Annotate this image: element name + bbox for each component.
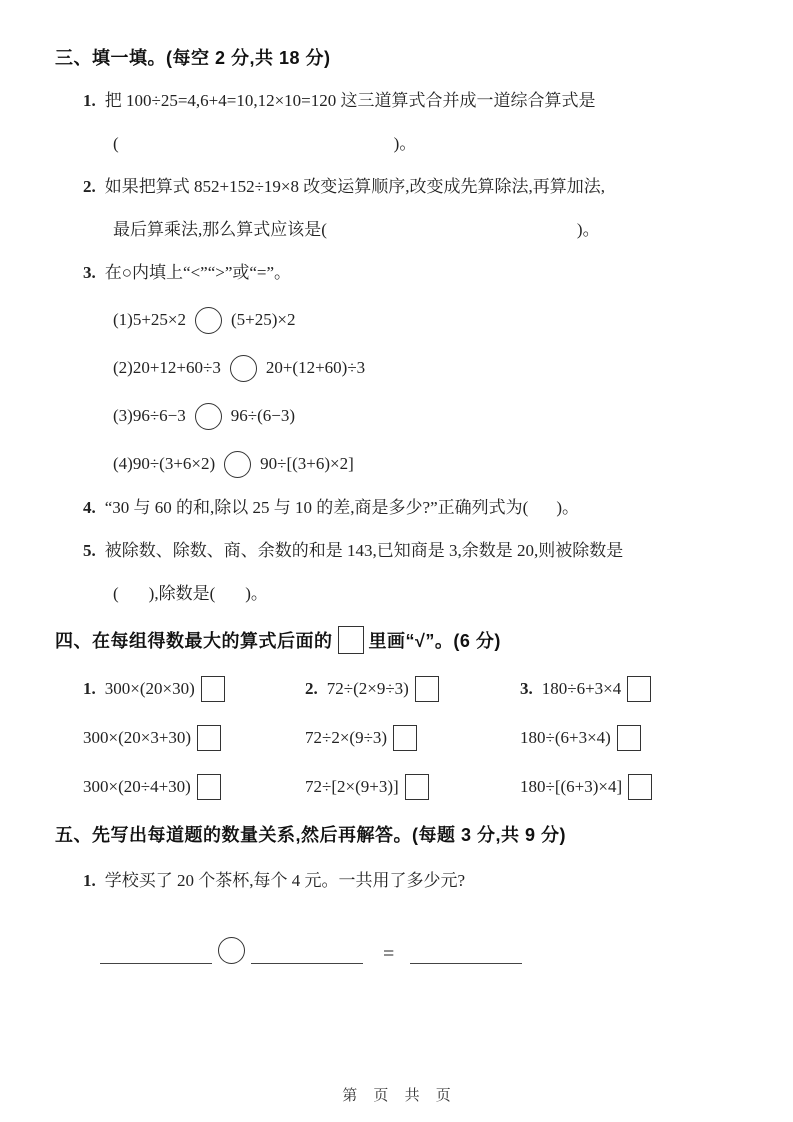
q4-expr: 300×(20÷4+30) bbox=[83, 776, 191, 796]
q3-1-answer-line bbox=[55, 133, 753, 157]
q3-4-paren-close: )。 bbox=[556, 498, 579, 518]
q3-3-sub1-right: (5+25)×2 bbox=[231, 309, 296, 329]
q3-5-paren2-close: )。 bbox=[245, 584, 268, 604]
answer-checkbox[interactable] bbox=[201, 676, 225, 702]
q3-2-paren-open: ( bbox=[321, 220, 327, 240]
q3-3-sub3 bbox=[55, 401, 753, 431]
q3-3-sub4-left: (4)90÷(3+6×2) bbox=[113, 453, 216, 473]
q3-5-number: 5. bbox=[83, 541, 96, 561]
q4-cell-1-2 bbox=[305, 676, 520, 702]
q4-group1-number: 1. bbox=[83, 678, 96, 698]
section-4-heading bbox=[55, 626, 753, 654]
q3-4-number: 4. bbox=[83, 498, 96, 518]
answer-blank[interactable] bbox=[327, 233, 577, 235]
operator-circle[interactable] bbox=[218, 937, 245, 964]
q4-row-3 bbox=[55, 774, 753, 800]
page-footer: 第 页 共 页 bbox=[342, 1086, 451, 1104]
answer-checkbox[interactable] bbox=[617, 725, 641, 751]
comparison-circle[interactable] bbox=[195, 403, 222, 430]
q4-expr: 180÷(6+3×4) bbox=[520, 727, 611, 747]
q3-5-text: 被除数、除数、商、余数的和是 143,已知商是 3,余数是 20,则被除数是 bbox=[104, 541, 624, 561]
q3-1-number: 1. bbox=[83, 91, 96, 111]
q3-2-text-line2 bbox=[55, 219, 753, 243]
q3-1-paren-close: )。 bbox=[393, 134, 417, 154]
q4-expr: 180÷6+3×4 bbox=[541, 678, 622, 698]
q4-cell-1-1 bbox=[83, 676, 305, 702]
q4-expr: 72÷2×(9÷3) bbox=[305, 727, 388, 747]
section-4-heading-before: 四、在每组得数最大的算式后面的 bbox=[55, 631, 333, 652]
q4-row-2 bbox=[55, 725, 753, 751]
q3-3-text: 在○内填上“<”“>”或“=”。 bbox=[104, 263, 292, 283]
q4-cell-3-1 bbox=[83, 774, 305, 800]
comparison-circle[interactable] bbox=[224, 451, 251, 478]
q4-group2-number: 2. bbox=[305, 678, 318, 698]
answer-underline[interactable] bbox=[251, 941, 363, 964]
q3-3-sub2-right: 20+(12+60)÷3 bbox=[265, 357, 366, 377]
q3-2-text2: 最后算乘法,那么算式应该是 bbox=[113, 220, 322, 240]
answer-checkbox[interactable] bbox=[627, 676, 651, 702]
section-5-heading: 五、先写出每道题的数量关系,然后再解答。(每题 3 分,共 9 分) bbox=[55, 825, 567, 846]
section-4-heading-after: 里画“√”。(6 分) bbox=[368, 631, 501, 652]
q3-3-sub4-right: 90÷[(3+6)×2] bbox=[260, 453, 354, 473]
q3-3-sub2 bbox=[55, 353, 753, 383]
answer-blank[interactable] bbox=[119, 597, 149, 599]
q3-3-text-line bbox=[55, 262, 753, 286]
comparison-circle[interactable] bbox=[195, 307, 222, 334]
q4-cell-3-2 bbox=[305, 774, 520, 800]
q4-expr: 180÷[(6+3)×4] bbox=[520, 776, 623, 796]
q4-expr: 72÷[2×(9+3)] bbox=[305, 776, 399, 796]
q3-2-text-line1 bbox=[55, 176, 753, 200]
q4-cell-2-3 bbox=[520, 725, 753, 751]
answer-checkbox[interactable] bbox=[405, 774, 429, 800]
answer-checkbox[interactable] bbox=[197, 725, 221, 751]
q3-5-text-line bbox=[55, 540, 753, 564]
q3-2-paren-close: )。 bbox=[576, 220, 600, 240]
answer-checkbox[interactable] bbox=[415, 676, 439, 702]
q3-4-paren-open: ( bbox=[522, 498, 529, 518]
q3-2-text1: 如果把算式 852+152÷19×8 改变运算顺序,改变成先算除法,再算加法, bbox=[104, 177, 606, 197]
q5-1-text-line bbox=[55, 870, 753, 894]
checkbox-icon bbox=[338, 626, 364, 654]
q4-cell-1-3 bbox=[520, 676, 753, 702]
answer-underline[interactable] bbox=[100, 941, 212, 964]
comparison-circle[interactable] bbox=[230, 355, 257, 382]
q4-cell-3-3 bbox=[520, 774, 753, 800]
q5-1-text: 学校买了 20 个茶杯,每个 4 元。一共用了多少元? bbox=[104, 870, 466, 890]
q3-3-sub3-left: (3)96÷6−3 bbox=[113, 405, 186, 425]
equals-sign: = bbox=[383, 942, 395, 965]
q3-3-sub3-right: 96÷(6−3) bbox=[230, 405, 295, 425]
section-3-heading: 三、填一填。(每空 2 分,共 18 分) bbox=[55, 48, 331, 68]
q3-5-mid-text: ,除数是 bbox=[154, 584, 210, 604]
answer-checkbox[interactable] bbox=[393, 725, 417, 751]
q4-expr: 72÷(2×9÷3) bbox=[326, 678, 409, 698]
q4-cell-2-1 bbox=[83, 725, 305, 751]
q4-expr: 300×(20×3+30) bbox=[83, 727, 192, 747]
q3-3-sub2-left: (2)20+12+60÷3 bbox=[113, 357, 221, 377]
q3-3-number: 3. bbox=[83, 263, 96, 283]
q3-1-paren-open: ( bbox=[113, 134, 119, 154]
q5-1-answer-line bbox=[55, 928, 753, 964]
q4-row-1 bbox=[55, 676, 753, 702]
q3-1-text-line bbox=[55, 90, 753, 114]
q3-3-sub1 bbox=[55, 305, 753, 335]
answer-blank[interactable] bbox=[119, 147, 394, 149]
answer-checkbox[interactable] bbox=[628, 774, 652, 800]
q3-5-paren1-close: ) bbox=[148, 584, 155, 604]
q4-group3-number: 3. bbox=[520, 678, 533, 698]
q3-2-number: 2. bbox=[83, 177, 96, 197]
answer-blank[interactable] bbox=[528, 511, 556, 513]
q3-5-answer-line bbox=[55, 583, 753, 607]
q4-expr: 300×(20×30) bbox=[104, 678, 195, 698]
q3-3-sub4 bbox=[55, 449, 753, 479]
q3-4-text-line bbox=[55, 497, 753, 521]
q3-5-paren2-open: ( bbox=[209, 584, 216, 604]
q3-3-sub1-left: (1)5+25×2 bbox=[113, 309, 186, 329]
answer-checkbox[interactable] bbox=[197, 774, 221, 800]
q3-5-paren1-open: ( bbox=[113, 584, 119, 604]
q5-1-number: 1. bbox=[83, 870, 96, 890]
answer-underline[interactable] bbox=[410, 941, 522, 964]
q3-1-text: 把 100÷25=4,6+4=10,12×10=120 这三道算式合并成一道综合算式是 bbox=[104, 91, 596, 111]
answer-blank[interactable] bbox=[215, 597, 245, 599]
q4-cell-2-2 bbox=[305, 725, 520, 751]
q3-4-text: “30 与 60 的和,除以 25 与 10 的差,商是多少?”正确列式为 bbox=[104, 498, 523, 518]
